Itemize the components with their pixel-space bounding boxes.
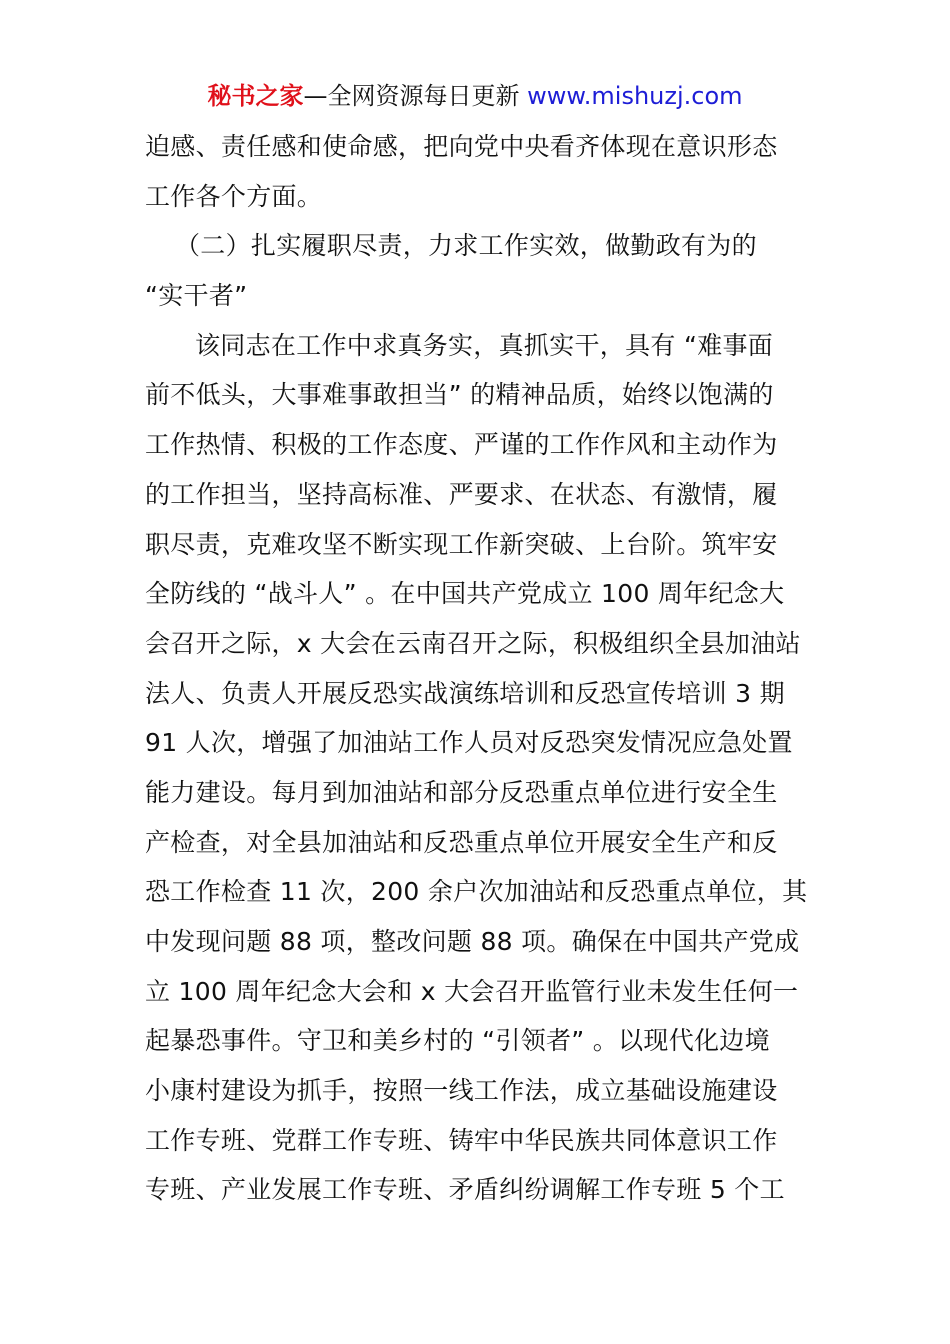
text-line: 中发现问题 88 项，整改问题 88 项。确保在中国共产党成 (145, 927, 800, 956)
brand-name: 秘书之家 (207, 82, 304, 110)
text-line: 职尽责，克难攻坚不断实现工作新突破、上台阶。筑牢安 (145, 529, 778, 559)
text-line: 会召开之际，x 大会在云南召开之际，积极组织全县加油站 (145, 628, 801, 658)
text-line: 小康村建设为抓手，按照一线工作法，成立基础设施建设 (145, 1076, 778, 1106)
site-header (0, 80, 950, 112)
text-line: 恐工作检查 11 次，200 余户次加油站和反恐重点单位，其 (145, 877, 808, 907)
text-line: 专班、产业发展工作专班、矛盾纠纷调解工作专班 5 个工 (145, 1175, 785, 1205)
text-line: 工作各个方面。 (145, 181, 323, 211)
text-line: 该同志在工作中求真务实，真抓实干，具有 “难事面 (195, 330, 774, 360)
text-line: 全防线的 “战斗人” 。在中国共产党成立 100 周年纪念大 (145, 579, 785, 609)
site-url[interactable]: www.mishuzj.com (527, 82, 743, 110)
section-heading: （二）扎实履职尽责，力求工作实效，做勤政有为的 (175, 231, 757, 261)
text-line: 工作专班、党群工作专班、铸牢中华民族共同体意识工作 (145, 1125, 778, 1155)
text-line: 立 100 周年纪念大会和 x 大会召开监管行业未发生任何一 (145, 976, 799, 1006)
text-line: 工作热情、积极的工作态度、严谨的工作作风和主动作为 (145, 430, 778, 460)
document-body (145, 122, 810, 1215)
text-line: 能力建设。每月到加油站和部分反恐重点单位进行安全生 (145, 777, 778, 807)
text-line: 起暴恐事件。守卫和美乡村的 “引领者” 。以现代化边境 (145, 1026, 770, 1056)
text-line: 迫感、责任感和使命感，把向党中央看齐体现在意识形态 (145, 132, 778, 161)
section-heading-cont: “实干者” (145, 281, 248, 311)
text-line: 91 人次，增强了加油站工作人员对反恐突发情况应急处置 (145, 728, 793, 758)
text-line: 法人、负责人开展反恐实战演练培训和反恐宣传培训 3 期 (145, 678, 785, 708)
header-slogan: —全网资源每日更新 (303, 82, 520, 110)
text-line: 前不低头，大事难事敢担当” 的精神品质，始终以饱满的 (145, 380, 774, 410)
text-line: 的工作担当，坚持高标准、严要求、在状态、有激情，履 (145, 479, 778, 509)
text-line: 产检查，对全县加油站和反恐重点单位开展安全生产和反 (145, 827, 778, 857)
